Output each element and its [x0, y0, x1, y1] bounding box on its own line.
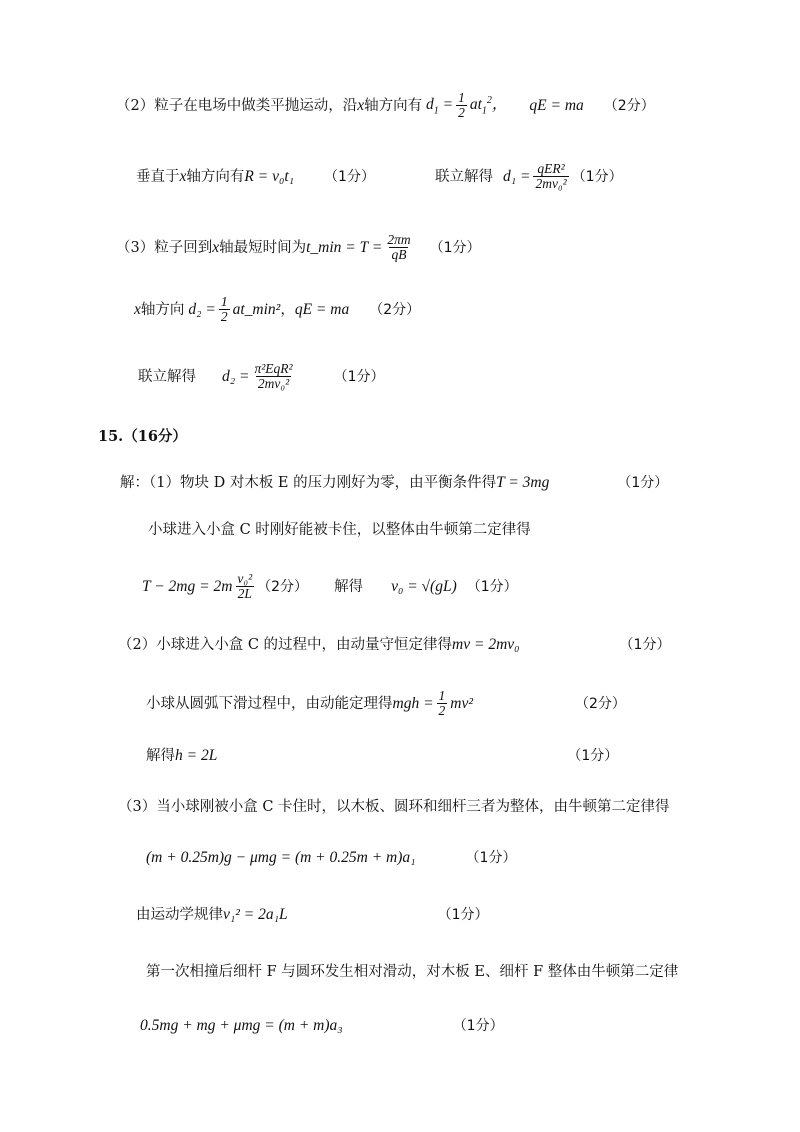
eq-rhs: mv² [450, 694, 474, 712]
score: （1分） [465, 850, 517, 866]
var-x: x [134, 300, 141, 318]
text: 粒子回到 [154, 239, 213, 256]
part2-text-a: 粒子在电场中做类平抛运动，沿 [154, 98, 358, 115]
text: 解得 [146, 748, 175, 764]
solve-label: 联立解得 [138, 368, 196, 385]
var-x: x [179, 167, 187, 185]
fraction: $\frac{1}{2}$ [220, 294, 228, 325]
part3-line2 [134, 295, 420, 324]
q15-line6 [146, 746, 618, 766]
eq-lhs: mgh = [392, 694, 434, 712]
q15-line4 [118, 635, 670, 655]
eq-newton-2: 0.5mg + mg + μmg = (m + m)a₃ [140, 1017, 343, 1034]
eq-h: h = 2L [175, 747, 218, 764]
text: 由运动学规律 [136, 907, 223, 923]
part2-line2 [136, 162, 623, 191]
score: （2分） [369, 301, 421, 318]
part2-text-b: 轴方向有 [364, 98, 423, 115]
eq-lhs: T − 2mg = 2m [142, 577, 233, 595]
text: 轴方向 [140, 301, 185, 318]
score: （1分） [333, 368, 385, 385]
q15-line5 [146, 689, 626, 718]
eq-kinematics: v₁² = 2a₁L [223, 906, 288, 923]
q15-line10: 第一次相撞后细杆 F 与圆环发生相对滑动，对木板 E、细杆 F 整体由牛顿第二定律 [146, 964, 679, 980]
eq-d1-lhs: d₁ = [502, 167, 531, 185]
score: （1分） [452, 1018, 504, 1034]
eq-qe-ma: qE = ma [529, 97, 584, 115]
score: （2分） [603, 98, 655, 115]
eq-d1: $d_1$ = $\frac{1}{2}$ $at_1^2$， [422, 90, 508, 121]
eq-r: R = v₀t₁ [244, 167, 295, 185]
score: （2分） [575, 695, 626, 712]
fraction: $\frac{1}{2}$ [438, 688, 446, 719]
score: （1分） [466, 578, 518, 595]
question-15-header: 15.（16分） [98, 428, 187, 445]
score: （1分） [617, 475, 669, 491]
q15-line9 [136, 905, 489, 925]
solve-label: 解得 [334, 578, 364, 595]
eq-d2-lhs: d₂ = [188, 300, 216, 318]
eq-qe-ma: qE = ma [294, 300, 350, 318]
text: （2）小球进入小盒 C 的过程中，由动量守恒定律得 [118, 637, 453, 653]
solve-label: 联立解得 [434, 168, 493, 185]
q15-line2: 小球进入小盒 C 时刚好能被卡住，以整体由牛顿第二定律得 [148, 522, 531, 538]
text: 轴方向有 [186, 168, 245, 185]
var-x: x [212, 238, 220, 256]
q15-line1 [120, 473, 668, 493]
part3-line1 [116, 233, 481, 262]
text: 小球从圆弧下滑过程中，由动能定理得 [146, 695, 393, 712]
score: （2分） [257, 578, 309, 595]
fraction: $\frac{2\pi m}{qB}$ [387, 232, 411, 263]
score: （1分） [437, 907, 489, 923]
eq-t: T = 3mg [496, 474, 550, 491]
score: （1分） [324, 168, 375, 185]
fraction: $\frac{\text{π²EqR²}}{\text{2mv₀²}}$ [254, 361, 293, 392]
eq-momentum: mv = 2mv₀ [452, 636, 520, 653]
eq-d2-lhs: d₂ = [222, 367, 250, 385]
q15-line8 [146, 848, 516, 868]
text: 轴最短时间为 [219, 239, 307, 256]
eq-tmin: t_min = T = [306, 238, 383, 256]
part2-label: （2） [116, 98, 155, 115]
eq-newton: (m + 0.25m)g − μmg = (m + 0.25m + m)a₁ [146, 849, 416, 866]
part2-line1 [116, 91, 655, 121]
var-x: x [357, 97, 365, 115]
fraction: $\frac{\text{qER²}}{\text{2mv₀²}}$ [535, 161, 567, 192]
part3-label: （3） [116, 239, 155, 256]
separator: ， [280, 301, 295, 318]
eq-v0: v₀ = √(gL) [391, 577, 457, 595]
score: （1分） [571, 168, 623, 185]
score: （1分） [429, 239, 481, 256]
q15-line11 [140, 1016, 504, 1036]
part3-line3 [138, 362, 385, 391]
q15-line7: （3）当小球刚被小盒 C 卡住时，以木板、圆环和细杆三者为整体，由牛顿第二定律得 [118, 799, 670, 815]
text: 垂直于 [136, 168, 180, 185]
score: （1分） [567, 748, 619, 764]
fraction: $\frac{\text{v₀²}}{2L}$ [237, 571, 253, 602]
score: （1分） [619, 637, 671, 653]
text: 解：（1）物块 D 对木板 E 的压力刚好为零，由平衡条件得 [120, 475, 497, 491]
q15-line3 [142, 572, 518, 601]
eq-d2-rhs: at_min² [232, 300, 281, 318]
